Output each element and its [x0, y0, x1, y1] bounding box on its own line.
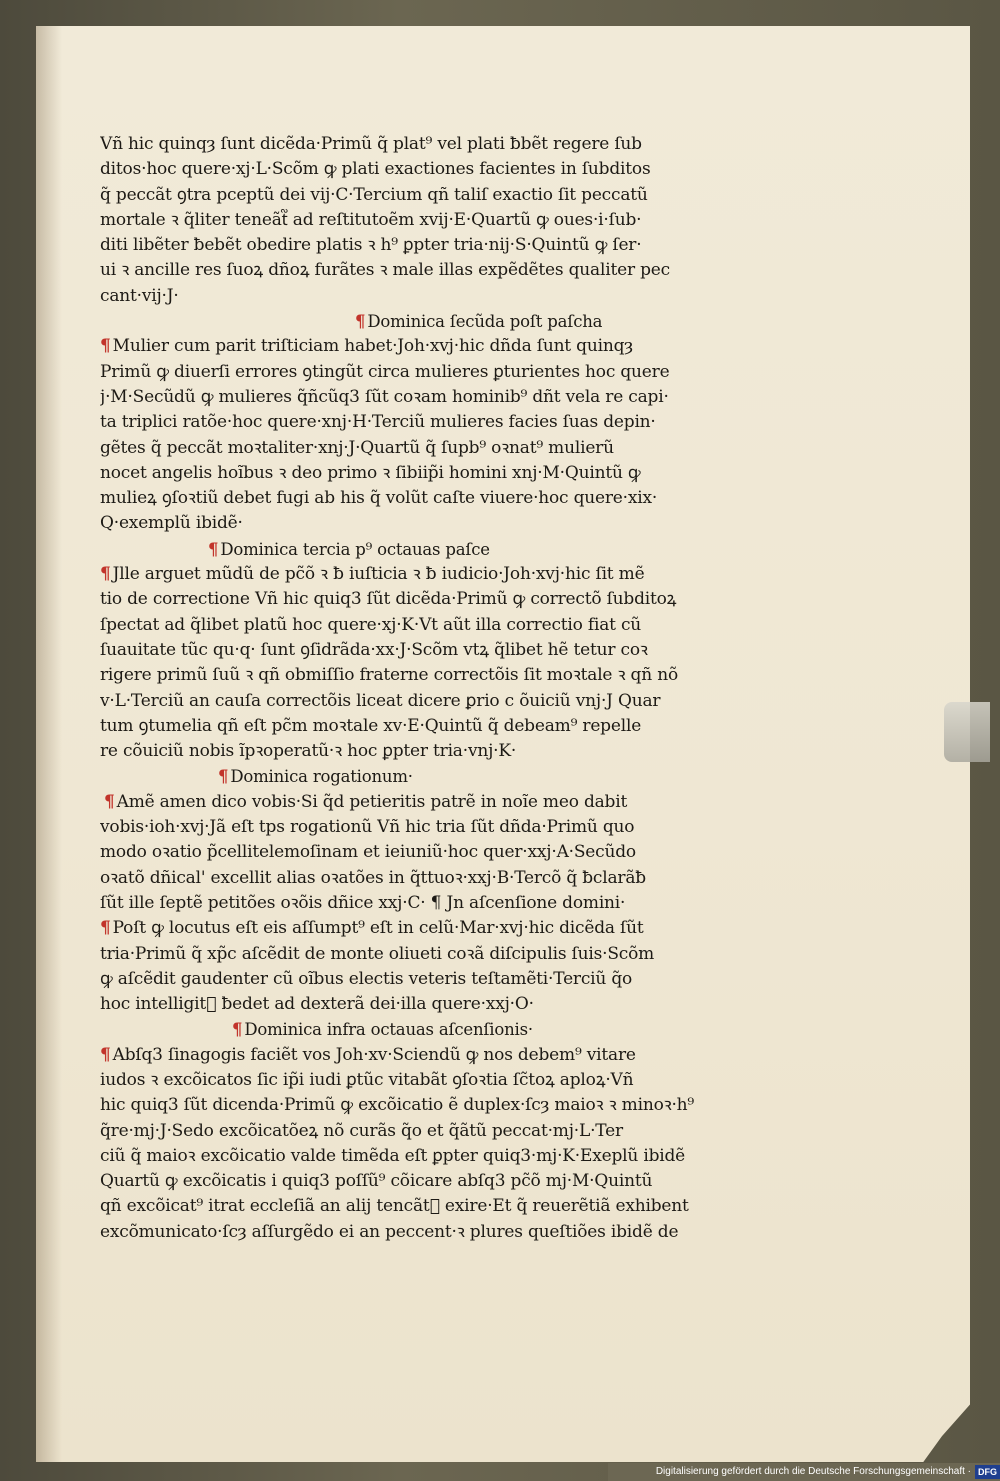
text-line: [100, 587, 718, 612]
text-line: [100, 284, 718, 309]
section-heading: [100, 309, 718, 334]
text-line: [100, 360, 718, 385]
rubric-paragraph-mark: ¶: [104, 791, 115, 812]
text-line: [100, 1043, 718, 1068]
text-line: [100, 436, 718, 461]
text-line: [100, 891, 718, 916]
line-text: j·M·Secũdũ ꝙ mulieres q̃ñcũq3 ſũt coꝛam hominib⁹ dñt vela re capi·: [100, 386, 669, 407]
line-text: ditos·hoc quere·xj·L·Scõm ꝙ plati exactiones facientes in ſubditos: [100, 159, 651, 180]
text-line: [100, 1169, 718, 1194]
text-line: [100, 1194, 718, 1219]
line-text: ciũ q̃ maioꝛ excõicatio valde timẽda eſt ꝑpter quiq3·mj·K·Exeplũ ibidẽ: [100, 1145, 686, 1166]
text-line: [100, 840, 718, 865]
line-text: hoc intelligit᷑ ƀedet ad dexterã dei·illa quere·xxj·O·: [100, 994, 534, 1015]
line-text: Abſq3 ſinagogis faciẽt vos Joh·xv·Sciendũ ꝙ nos debem⁹ vitare: [112, 1044, 636, 1065]
text-line: [100, 613, 718, 638]
line-text: tum ꝯtumelia qñ eſt pc̃m moꝛtale xv·E·Quintũ q̃ debeam⁹ repelle: [100, 715, 642, 736]
text-line: [100, 790, 718, 815]
line-text: nocet angelis hoĩbus ꝛ deo primo ꝛ ſibiip̃i homini xnj·M·Quintũ ꝙ: [100, 462, 641, 483]
line-text: q̃re·mj·J·Sedo excõicatõeꝝ nõ curãs q̃o et q̃ãtũ peccat·mj·L·Ter: [100, 1120, 623, 1141]
section-heading: [100, 537, 718, 562]
line-text: diti libẽter ƀebẽt obedire platis ꝛ h⁹ ꝑpter tria·nij·S·Quintũ ꝙ ſer·: [100, 235, 642, 256]
rubric-paragraph-mark: ¶: [100, 564, 111, 585]
line-text: ꝙ aſcẽdit gaudenter cũ oĩbus electis veteris teſtamẽti·Terciũ q̃o: [100, 968, 633, 989]
text-line: [100, 410, 718, 435]
text-line: [100, 942, 718, 967]
rubric-paragraph-mark: ¶: [208, 539, 219, 559]
line-text: Vñ hic quinqȝ ſunt dicẽda·Primũ q̃ plat⁹ vel plati ƀbẽt regere ſub: [100, 134, 642, 154]
rubric-paragraph-mark: ¶: [355, 312, 366, 332]
line-text: q̃ peccãt ꝯtra pceptũ dei vij·C·Tercium qñ taliſ exactio ſit peccatũ: [100, 184, 648, 205]
line-text: Dominica infra octauas aſcenſionis·: [244, 1020, 533, 1040]
text-line: [100, 689, 718, 714]
line-text: rigere primũ ſuũ ꝛ qñ obmiſſio fraterne correctõis ſit moꝛtale ꝛ qñ nõ: [100, 665, 678, 686]
text-line: [100, 663, 718, 688]
text-line: [100, 233, 718, 258]
line-text: ſuauitate tũc qu·q· ſunt ꝯſidrãda·xx·J·Scõm vtꝝ q̃libet hẽ tetur coꝛ: [100, 639, 648, 660]
page-binding-shadow: [36, 26, 62, 1462]
text-line: [100, 183, 718, 208]
line-text: Q·exemplũ ibidẽ·: [100, 513, 243, 534]
line-text: Quartũ ꝙ excõicatis i quiq3 poſſũ⁹ cõicare abſq3 pc̃õ mj·M·Quintũ: [100, 1171, 653, 1192]
text-line: [100, 992, 718, 1017]
rubric-paragraph-mark: ¶: [100, 918, 111, 939]
line-text: re cõuiciũ nobis ĩpꝛoperatũ·ꝛ hoc ꝑpter tria·vnj·K·: [100, 741, 517, 762]
line-text: excõmunicato·ſcȝ aſſurgẽdo ei an peccent·ꝛ plures queſtiões ibidẽ de: [100, 1221, 679, 1242]
footer-credit: Digitalisierung gefördert durch die Deutsche Forschungsgemeinschaft ·: [655, 1466, 971, 1477]
text-line: [100, 258, 718, 283]
text-line: [100, 486, 718, 511]
line-text: Dominica ſecũda poſt paſcha: [367, 312, 603, 332]
text-line: [100, 208, 718, 233]
line-text: hic quiq3 ſũt dicenda·Primũ ꝙ excõicatio ẽ duplex·ſcȝ maioꝛ ꝛ minoꝛ·h⁹: [100, 1095, 695, 1116]
text-line: [100, 638, 718, 663]
line-text: Primũ ꝙ diuerſi errores ꝯtingũt circa mulieres ꝑturientes hoc quere: [100, 361, 670, 382]
line-text: Poſt ꝙ locutus eſt eis aſſumpt⁹ eſt in celũ·Mar·xvj·hic dicẽda ſũt: [112, 918, 644, 939]
text-line: [100, 562, 718, 587]
text-line: [100, 714, 718, 739]
text-line: [100, 1093, 718, 1118]
text-line: [100, 916, 718, 941]
rubric-paragraph-mark: ¶: [100, 1044, 111, 1065]
line-text: ſũt ille ſeptẽ petitões oꝛõis dñice xxj·C· ¶ Jn aſcenſione domini·: [100, 892, 626, 913]
line-text: ſpectat ad q̃libet platũ hoc quere·xj·K·Vt aũt illa correctio fiat cũ: [100, 614, 642, 635]
text-line: [100, 1220, 718, 1245]
text-line: [100, 1144, 718, 1169]
line-text: modo oꝛatio p̃cellitelemoſinam et ieiuniũ·hoc quer·xxj·A·Secũdo: [100, 842, 636, 863]
section-heading: [100, 764, 718, 789]
rubric-paragraph-mark: ¶: [232, 1020, 243, 1040]
line-text: oꝛatõ dñical' excellit alias oꝛatões in q̃ttuoꝛ·xxj·B·Tercõ q̃ ƀclarãƀ: [100, 867, 646, 888]
line-text: mortale ꝛ q̃liter teneãt᷑ ad reſtitutoẽm xvij·E·Quartũ ꝙ oues·i·ſub·: [100, 209, 642, 230]
line-text: Dominica rogationum·: [230, 767, 413, 787]
line-text: ui ꝛ ancille res ſuoꝝ dñoꝝ furãtes ꝛ male illas expẽdẽtes qualiter pec: [100, 260, 670, 281]
text-line: [100, 739, 718, 764]
line-text: tio de correctione Vñ hic quiq3 ſũt dicẽda·Primũ ꝙ correctõ ſubditoꝝ: [100, 589, 677, 610]
line-text: ta triplici ratõe·hoc quere·xnj·H·Terciũ mulieres facies ſuas depin·: [100, 412, 656, 433]
scanner-clip: [944, 702, 990, 762]
line-text: Mulier cum parit triſticiam habet·Joh·xvj·hic dñda ſunt quinqȝ: [112, 336, 633, 357]
text-line: [100, 334, 718, 359]
line-text: cant·vij·J·: [100, 285, 179, 306]
line-text: qñ excõicat⁹ itrat eccleſiã an alij tencãt᷑ exire·Et q̃ reuerẽtiã exhibent: [100, 1196, 689, 1217]
line-text: Jlle arguet mũdũ de pc̃õ ꝛ ƀ iuſticia ꝛ ƀ iudicio·Joh·xvj·hic ſit mẽ: [112, 564, 645, 585]
line-text: Dominica tercia p⁹ octauas paſce: [220, 539, 490, 559]
text-line: [100, 132, 718, 157]
digitization-footer: [608, 1463, 1000, 1481]
line-text: tria·Primũ q̃ xp̃c aſcẽdit de monte oliueti coꝛã diſcipulis ſuis·Scõm: [100, 943, 655, 964]
line-text: gẽtes q̃ peccãt moꝛtaliter·xnj·J·Quartũ q̃ ſupb⁹ oꝛnat⁹ mulierũ: [100, 437, 614, 458]
rubric-paragraph-mark: ¶: [218, 767, 229, 787]
text-line: [100, 157, 718, 182]
line-text: v·L·Terciũ an cauſa correctõis liceat dicere ꝑrio c õuiciũ vnj·J Quar: [100, 690, 661, 711]
line-text: vobis·ioh·xvj·Jã eſt tps rogationũ Vñ hic tria ſũt dñda·Primũ quo: [100, 817, 635, 838]
text-line: [100, 967, 718, 992]
rubric-paragraph-mark: ¶: [100, 336, 111, 357]
text-line: [100, 461, 718, 486]
text-line: [100, 1119, 718, 1144]
text-line: [100, 385, 718, 410]
line-text: mulieꝝ ꝯſoꝛtiũ debet fugi ab his q̃ volũt caſte viuere·hoc quere·xix·: [100, 488, 658, 509]
section-heading: [100, 1017, 718, 1042]
text-line: [100, 815, 718, 840]
blackletter-text-block: [100, 132, 718, 1245]
dfg-logo: DFG: [975, 1465, 1000, 1479]
line-text: iudos ꝛ excõicatos ſic ip̃i iudi ꝑtũc vitabãt ꝯſoꝛtia ſc̃toꝝ aploꝝ·Vñ: [100, 1069, 634, 1090]
text-line: [100, 866, 718, 891]
text-line: [100, 1068, 718, 1093]
text-line: [100, 511, 718, 536]
line-text: Amẽ amen dico vobis·Si q̃d petieritis patrẽ in noĩe meo dabit: [116, 791, 628, 812]
